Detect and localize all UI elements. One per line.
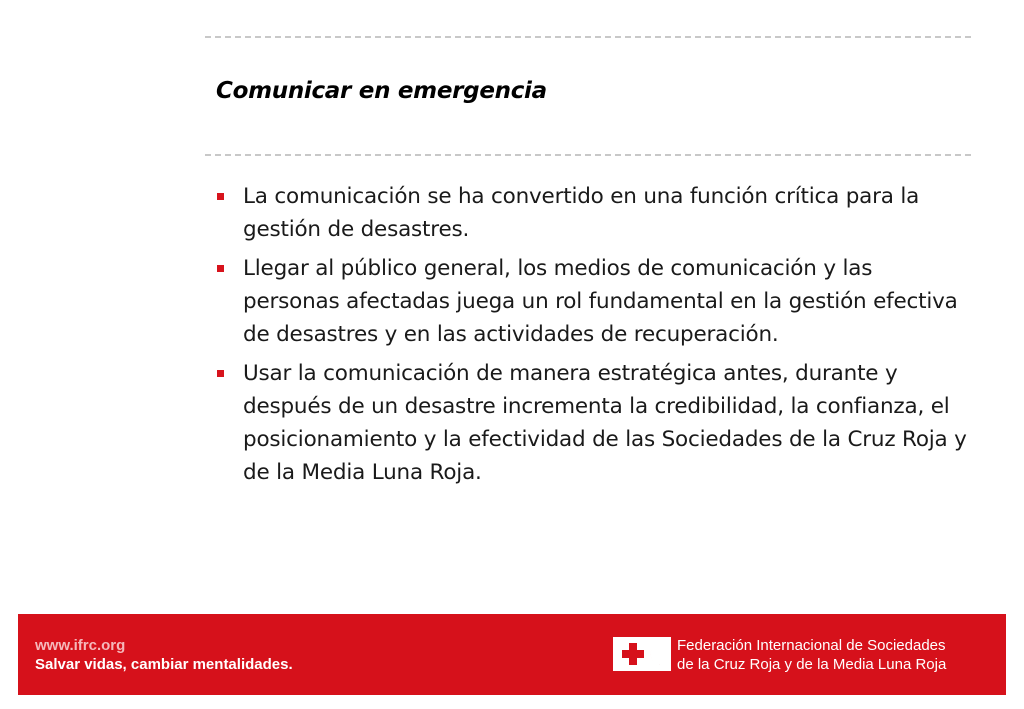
red-cross-icon	[622, 643, 644, 665]
bullet-item	[214, 180, 974, 246]
organization-name	[677, 636, 946, 674]
footer-left	[35, 636, 293, 674]
website-link[interactable]: www.ifrc.org	[35, 637, 126, 654]
square-bullet-icon	[217, 370, 224, 377]
bullet-text: Usar la comunicación de manera estratégica antes, durante y después de un desastre incrementa la credibilidad, la confianza, el posicionamiento y la efectividad de las Sociedades de la Cruz Roja y de la Media Luna Roja.	[243, 361, 967, 485]
bullet-item	[214, 357, 974, 489]
title-divider	[205, 154, 971, 156]
footer-tagline: Salvar vidas, cambiar mentalidades.	[35, 656, 293, 673]
red-crescent-icon	[646, 642, 670, 666]
square-bullet-icon	[217, 193, 224, 200]
red-cross-red-crescent-emblem-icon	[613, 637, 671, 671]
bullet-text: Llegar al público general, los medios de comunicación y las personas afectadas juega un rol fundamental en la gestión efectiva de desastres y en las actividades de recuperación.	[243, 256, 958, 347]
footer-banner	[18, 614, 1006, 695]
square-bullet-icon	[217, 265, 224, 272]
slide-title: Comunicar en emergencia	[216, 78, 547, 104]
org-name-line-1: Federación Internacional de Sociedades	[677, 637, 946, 654]
org-name-line-2: de la Cruz Roja y de la Media Luna Roja	[677, 656, 947, 673]
bullet-text: La comunicación se ha convertido en una función crítica para la gestión de desastres.	[243, 184, 920, 242]
top-divider	[205, 36, 971, 38]
bullet-item	[214, 252, 974, 351]
bullet-list	[214, 180, 974, 495]
